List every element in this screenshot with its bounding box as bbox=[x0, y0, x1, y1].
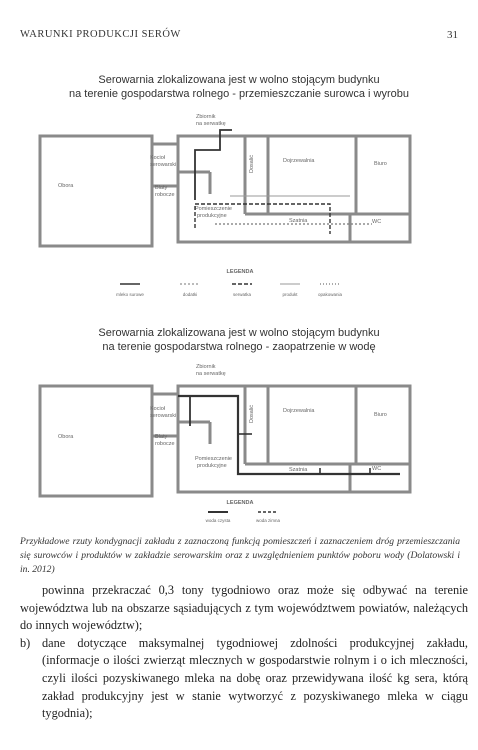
plan2-legend-title: LEGENDA bbox=[226, 500, 254, 506]
plan2-label-dosalanie: Dosalić bbox=[249, 404, 255, 423]
plan1-walls bbox=[40, 136, 410, 246]
plan2-label-pomieszczenie: Pomieszczenie bbox=[195, 456, 232, 462]
body-text bbox=[20, 582, 468, 723]
plan1-label-dojrzewalnia: Dojrzewalnia bbox=[283, 158, 315, 164]
running-head: WARUNKI PRODUKCJI SERÓW bbox=[20, 29, 181, 40]
plan2-label-blaty: Blaty bbox=[155, 434, 168, 440]
plan2-label-dojrzewalnia: Dojrzewalnia bbox=[283, 408, 315, 414]
plan2-label-biuro: Biuro bbox=[374, 412, 387, 418]
plan1-title-line2: na terenie gospodarstwa rolnego - przemieszczanie surowca i wyrobu bbox=[69, 88, 409, 100]
plan2-title bbox=[0, 326, 478, 354]
plan1-legend bbox=[116, 284, 342, 297]
plan2-walls bbox=[40, 386, 410, 496]
plan1-legend-item-2: dodatki bbox=[182, 292, 198, 297]
plan1-label-pomieszczenie-2: produkcyjne bbox=[197, 213, 227, 219]
list-item-marker: b) bbox=[20, 635, 31, 650]
plan2-label-zbiornik-2: na serwatkę bbox=[196, 371, 226, 377]
plan1-label-zbiornik: Zbiornik bbox=[196, 114, 216, 120]
plan2-title-line2: na terenie gospodarstwa rolnego - zaopatrzenie w wodę bbox=[102, 341, 376, 353]
plan1-legend-title: LEGENDA bbox=[226, 269, 254, 275]
plan1-legend-item-5: opakowania bbox=[317, 292, 343, 297]
plan1-title bbox=[0, 73, 478, 101]
plan1-label-kociol-2: serowarski bbox=[150, 162, 177, 168]
plan1-label-blaty: Blaty bbox=[155, 185, 168, 191]
plan2-title-line1: Serowarnia zlokalizowana jest w wolno stojącym budynku bbox=[98, 327, 380, 339]
page-number: 31 bbox=[447, 29, 458, 41]
figure-caption: Przykładowe rzuty kondygnacji zakładu z zaznaczoną funkcją pomieszczeń i zaznaczeniem dróg przemieszczania się surowców i produktów w zakładzie serowarskim oraz z uwzględnieniem punktów poboru wody (Dolatowski i in. 2012) bbox=[20, 536, 460, 575]
plan1-label-dosalanie: Dosalić bbox=[249, 154, 255, 173]
list-item-b bbox=[20, 635, 468, 723]
plan1-label-wc: WC bbox=[372, 219, 382, 225]
body-paragraph: powinna przekraczać 0,3 tony tygodniowo oraz może się odbywać na terenie województwa lub na obszarze sąsiadujących z tym województwem powiatów, należących do innych województw); bbox=[20, 583, 468, 633]
plan1-label-obora: Obora bbox=[58, 183, 74, 189]
plan2-room-labels bbox=[58, 364, 387, 473]
plan1-title-line1: Serowarnia zlokalizowana jest w wolno stojącym budynku bbox=[98, 74, 380, 86]
plan2-label-wc: WC bbox=[372, 466, 382, 472]
plan1-label-zbiornik-2: na serwatkę bbox=[196, 121, 226, 127]
plan1-label-kociol: Kocioł bbox=[150, 155, 165, 161]
plan1-legend-item-4: produkt bbox=[282, 292, 298, 297]
plan2-label-blaty-2: robocze bbox=[155, 441, 175, 447]
plan2-label-szatnia: Szatnia bbox=[289, 467, 308, 473]
floor-plan-2 bbox=[0, 356, 478, 528]
plan2-label-kociol: Kocioł bbox=[150, 406, 165, 412]
list-item-text: dane dotyczące maksymalnej tygodniowej zdolności produkcyjnej zakładu, (informacje o ilości zwierząt mlecznych w gospodarstwie rolnym i o ich mleczności, czyli ilości pozyskiwanego mleka na dobę oraz przewidywana ilość kg sera, którą zakład produkcyjny jest w stanie wytworzyć z pozyskiwanego mleka w ciągu tygodnia); bbox=[42, 635, 468, 721]
plan1-label-pomieszczenie: Pomieszczenie bbox=[195, 206, 232, 212]
plan2-legend-item-2: woda zimna bbox=[255, 518, 281, 523]
plan2-legend bbox=[206, 512, 281, 523]
plan2-label-zbiornik: Zbiornik bbox=[196, 364, 216, 370]
plan1-label-szatnia: Szatnia bbox=[289, 218, 308, 224]
floor-plan-1 bbox=[0, 110, 478, 310]
plan2-label-kociol-2: serowarski bbox=[150, 413, 177, 419]
plan2-label-obora: Obora bbox=[58, 434, 74, 440]
plan1-label-blaty-2: robocze bbox=[155, 192, 175, 198]
plan1-legend-item-3: serwatka bbox=[232, 292, 252, 297]
plan2-legend-item-1: woda czysta bbox=[205, 518, 231, 523]
plan1-label-biuro: Biuro bbox=[374, 161, 387, 167]
plan1-legend-item-1: mleko surowe bbox=[116, 292, 144, 297]
plan2-label-pomieszczenie-2: produkcyjne bbox=[197, 463, 227, 469]
